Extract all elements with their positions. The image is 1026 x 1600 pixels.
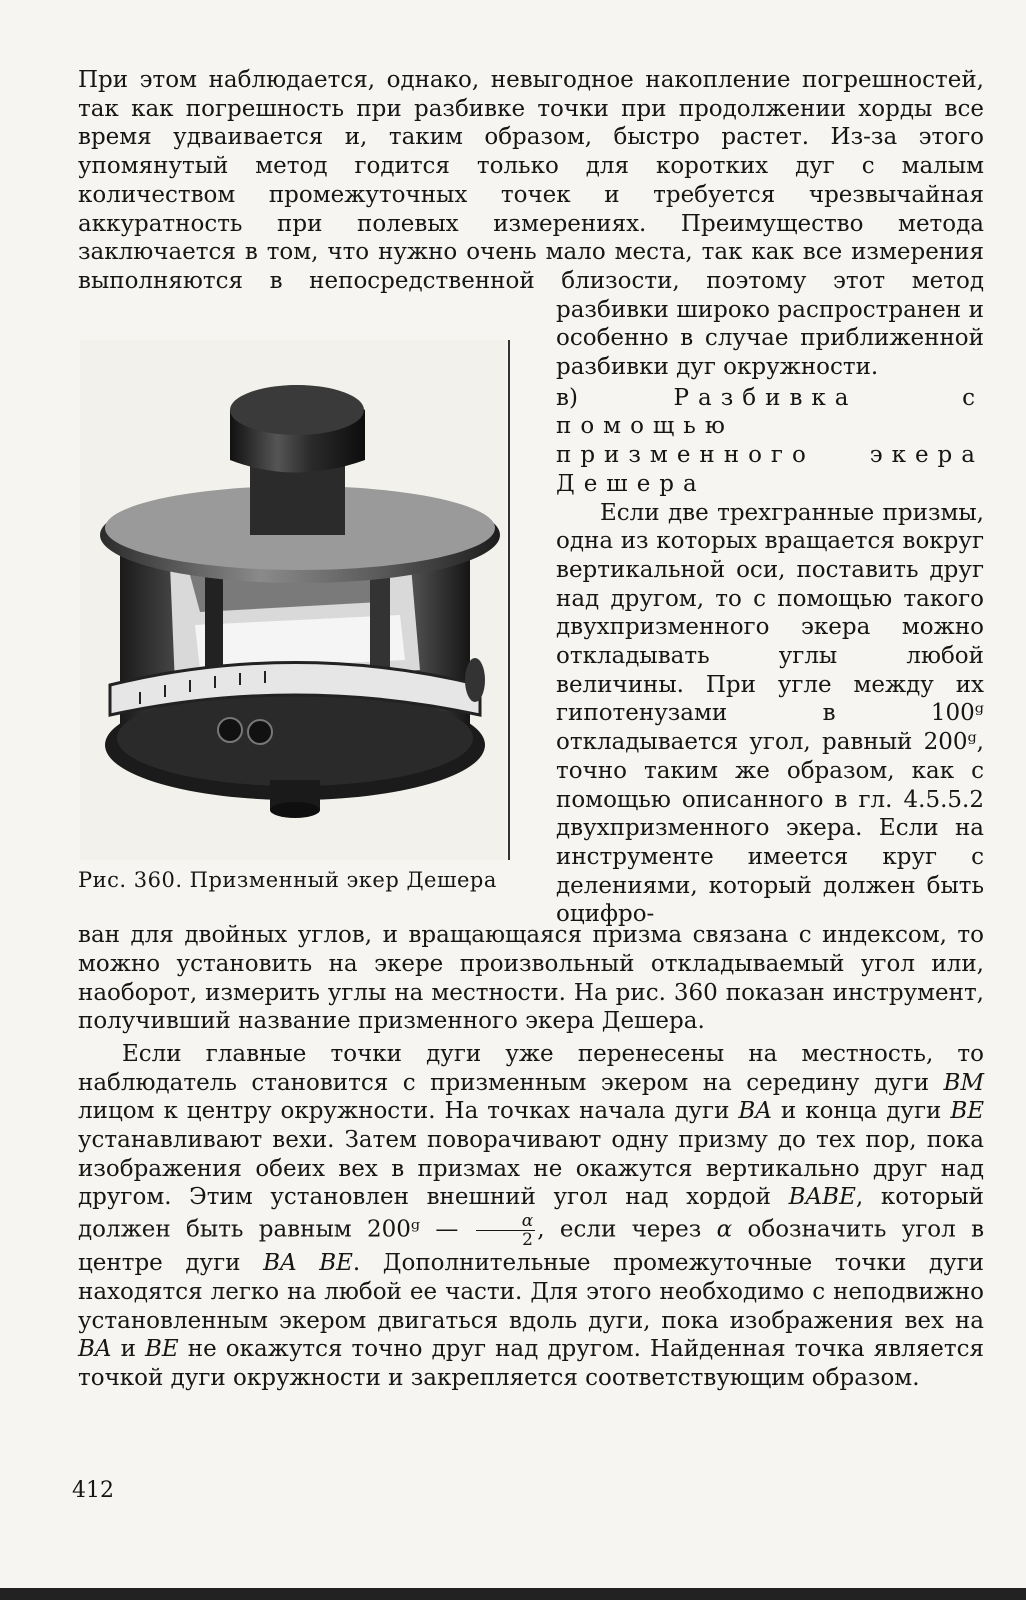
paragraph-prism-continued: ван для двойных углов, и вращающаяся призма связана с индексом, то можно установить на экере произвольный откладываемый угол или, наоборот, измерить углы на местности. На рис. 360 показан инструмент, получивший название призменного экера Дешера.	[78, 922, 984, 1035]
prism-instrument-image	[80, 340, 506, 860]
fraction-denominator: 2	[522, 1230, 533, 1251]
paragraph-arc-method	[78, 1040, 984, 1393]
arc-label-ba: BA	[738, 1098, 772, 1125]
arc-label-be: BE	[950, 1098, 985, 1125]
fraction-alpha-over-2	[476, 1212, 535, 1249]
chord-label-babe: BABE	[788, 1184, 856, 1211]
figure-caption: Рис. 360. Призменный экер Дешера	[78, 867, 497, 892]
right-column	[556, 296, 984, 929]
arc-label-ba-be: BA BE	[263, 1250, 353, 1277]
figure	[78, 296, 548, 901]
alpha-symbol: α	[716, 1216, 733, 1243]
paragraph-intro-continued: разбивки широко распространен и особенно в случае приближенной разбивки дуг окружности.	[556, 296, 984, 381]
text-span: Если главные точки дуги уже перенесены на местность, то наблюдатель становится с призменным экером на середину дуги	[78, 1040, 984, 1096]
text-span: устанавливают вехи. Затем поворачивают одну призму до тех пор, пока изображения обеих вех в призмах не окажутся вертикально друг над другом. Этим установлен внешний угол над хордой	[78, 1127, 984, 1211]
text-span: , который должен быть равным 200ᵍ —	[78, 1184, 984, 1243]
text-span: и конца дуги	[780, 1098, 942, 1125]
page-number: 412	[72, 1478, 114, 1503]
arc-label-ba: BA	[78, 1336, 112, 1363]
paragraph-intro: При этом наблюдается, однако, невыгодное накопление погрешностей, так как погрешность при разбивке точки при продолжении хорды все время удваивается и, таким образом, быстро растет. Из-за этого упомянутый метод годится только для коротких дуг с малым количеством промежуточных точек и требуется чрезвычайная аккуратность при полевых измерениях. Преимущество метода заключается в том, что нужно очень мало места, так как все измерения выполняются в непосредственной близости, поэтому этот метод	[78, 67, 984, 294]
text-span: не окажутся точно друг над другом. Найденная точка является точкой дуги окружности и закрепляется соответствующим образом.	[78, 1336, 984, 1391]
arc-label-be: BE	[144, 1336, 179, 1363]
section-letter: в)	[556, 384, 674, 411]
figure-photo	[80, 340, 510, 860]
page-content	[78, 66, 984, 1393]
arc-label-bm: BM	[943, 1069, 984, 1096]
paragraph-prism-description: Если две трехгранные призмы, одна из которых вращается вокруг вертикальной оси, поставить друг над другом, то с помощью такого двухпризменного экера можно откладывать углы любой величины. При угле между их гипотенузами в 100ᵍ откладывается угол, равный 200ᵍ, точно таким же образом, как с помощью описанного в гл. 4.5.5.2 двухпризменного экера. Если на инструменте имеется круг с делениями, который должен быть оцифро-	[556, 499, 984, 928]
text-span: . Дополнительные промежуточные точки дуги находятся легко на любой ее части. Для этого необходимо с неподвижно установленным экером двигаться вдоль дуги, пока изображения вех на	[78, 1250, 984, 1334]
section-title: Разбивка с помощью призменного экера Дешера	[556, 384, 984, 497]
scan-edge	[0, 1588, 1026, 1600]
text-span: обозначить угол в центре дуги	[78, 1216, 985, 1277]
fraction-numerator: α	[476, 1212, 535, 1231]
text-span: , если через	[537, 1216, 702, 1243]
figure-row	[78, 296, 984, 929]
section-heading	[556, 384, 984, 499]
text-span: лицом к центру окружности. На точках начала дуги	[78, 1098, 730, 1125]
text-span: и	[120, 1336, 136, 1363]
